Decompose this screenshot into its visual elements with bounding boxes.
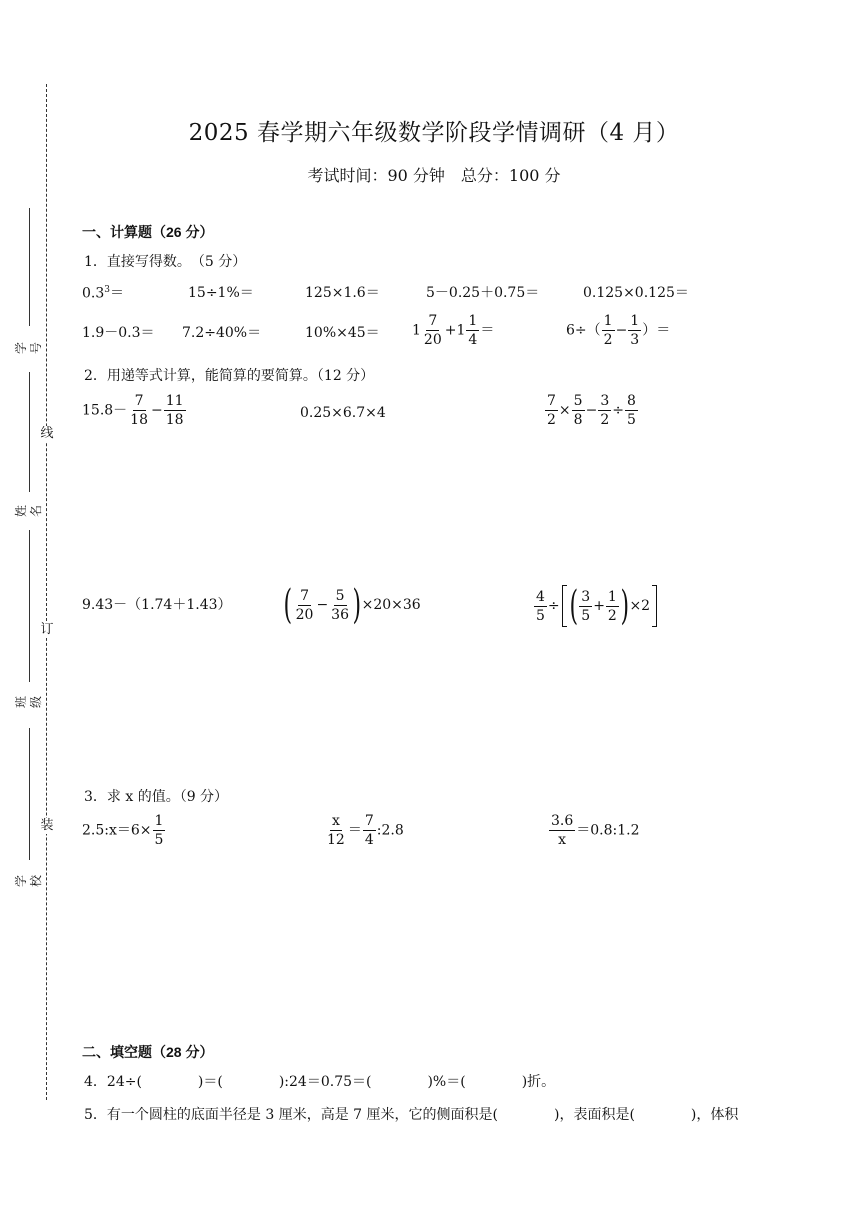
q2-expr-5: ( $\frac{7}{20}$ − $\frac{5}{36}$ )×20×36: [283, 582, 421, 628]
q1-item-6: 1.9－0.3＝: [82, 325, 155, 341]
q1-item-1: $0.3^3=$: [82, 285, 124, 302]
q3-label: 3．求 x 的值。（9 分）: [84, 789, 229, 805]
q3-expr-2: $\frac{x}{12}$ ＝ $\frac{7}{4}$ :2.8: [327, 813, 404, 848]
school-label: 学校: [14, 875, 43, 888]
class-label: 班级: [14, 696, 43, 709]
binding-dashed-line: [46, 84, 47, 1100]
exam-subtitle: 考试时间：90 分钟 总分：100 分: [307, 166, 561, 185]
student-id-label: 学号: [14, 342, 43, 355]
exam-title: 2025 春学期六年级数学阶段学情调研（4 月）: [188, 120, 680, 146]
q4-text: 4．24÷( )＝( ):24＝0.75＝( )%＝( )折。: [84, 1074, 556, 1090]
binding-char-xian: 线: [40, 426, 54, 441]
q1-label: 1．直接写得数。 （5 分）: [84, 254, 247, 270]
school-blank[interactable]: [29, 728, 30, 860]
q3-expr-3: $\frac{3.6}{x}$ ＝0.8:1.2: [551, 813, 640, 848]
name-blank[interactable]: [29, 372, 30, 492]
q1-item-9: 1 $\frac{7}{20}$ +1 $\frac{1}{4}$ ＝: [412, 313, 495, 348]
q1-item-5: 0.125×0.125＝: [583, 285, 689, 301]
q1-item-7: 7.2÷40%＝: [182, 325, 262, 341]
q2-label: 2．用递等式计算，能简算的要简算。（12 分）: [84, 368, 375, 384]
q2-expr-6: $\frac{4}{5}$ ÷ ( $\frac{3}{5}$ + $\frac{1}{2}$ )×2: [533, 585, 659, 627]
q1-item-2: 15÷1%＝: [188, 285, 254, 301]
q1-item-4: 5－0.25＋0.75＝: [426, 285, 540, 301]
q2-expr-4: 9.43－（1.74＋1.43）: [82, 597, 232, 613]
q1-item-10: 6÷（ $\frac{1}{2}$ − $\frac{1}{3}$ ）＝: [566, 313, 671, 348]
q3-expr-1: 2.5:x＝6× $\frac{1}{5}$: [82, 813, 164, 848]
q5-text: 5．有一个圆柱的底面半径是 3 厘米，高是 7 厘米，它的侧面积是( )，表面积是( )，体积: [84, 1107, 739, 1123]
q1-item-8: 10%×45＝: [305, 325, 380, 341]
q2-expr-1: 15.8－ $\frac{7}{18}$ − $\frac{11}{18}$: [82, 393, 184, 428]
student-id-blank[interactable]: [29, 208, 30, 326]
q2-expr-2: 0.25×6.7×4: [300, 405, 386, 421]
q2-expr-3: $\frac{7}{2}$ × $\frac{5}{8}$ − $\frac{3}{2}$ ÷ $\frac{8}{5}$: [547, 393, 636, 428]
section1-heading: 一、计算题（26 分）: [82, 224, 214, 240]
binding-char-zhuang: 装: [40, 818, 54, 833]
class-blank[interactable]: [29, 530, 30, 682]
name-label: 姓名: [14, 505, 43, 518]
section2-heading: 二、填空题（28 分）: [82, 1044, 214, 1060]
binding-char-ding: 订: [40, 622, 54, 637]
q1-item-3: 125×1.6＝: [305, 285, 380, 301]
